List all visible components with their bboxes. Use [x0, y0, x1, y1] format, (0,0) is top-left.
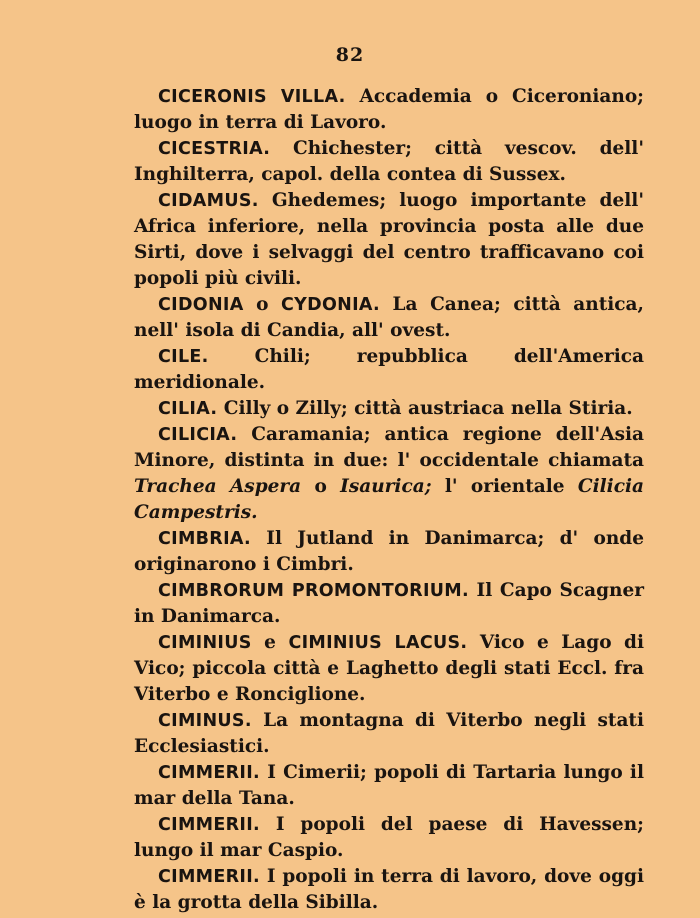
- entry: [134, 292, 644, 344]
- entry: [134, 188, 644, 292]
- entry: [134, 578, 644, 630]
- dictionary-entries: [134, 84, 644, 916]
- entry-head: CILE.: [158, 347, 209, 367]
- entry-separator: o: [243, 294, 281, 315]
- entry: [134, 136, 644, 188]
- entry-head: CIDONIA: [158, 295, 244, 315]
- entry: [134, 864, 644, 916]
- entry: [134, 630, 644, 708]
- entry-text: Cilly o Zilly; città austriaca nella Stiria.: [217, 398, 633, 419]
- entry-text: Il Capo Scagner in Danimarca.: [134, 580, 644, 627]
- entry-text: o: [301, 476, 341, 497]
- entry-italic: Isaurica;: [340, 476, 432, 497]
- entry: [134, 760, 644, 812]
- entry-head: CIMBRIA.: [158, 529, 252, 549]
- entry: [134, 396, 644, 422]
- entry-head: CIMMERII.: [158, 815, 260, 835]
- entry-text: Vico e Lago di Vico; piccola città e Laghetto degli stati Eccl. fra Viterbo e Ronciglione.: [134, 632, 645, 705]
- entry-text: La Canea; città antica, nell' isola di Candia, all' ovest.: [134, 294, 644, 341]
- entry-text: Ghedemes; luogo importante dell' Africa inferiore, nella provincia posta alle due Sirti, dove i selvaggi del centro trafficavano coi popoli più civili.: [134, 190, 644, 289]
- entry-italic: Cilicia Campestris.: [134, 476, 644, 523]
- entry-head: CIDAMUS.: [158, 191, 259, 211]
- entry-text: Caramania; antica regione dell'Asia Minore, distinta in due: l' occidentale chiamata: [134, 424, 644, 471]
- entry-head-alt: CYDONIA.: [281, 295, 380, 315]
- entry-head: CIMMERII.: [158, 763, 260, 783]
- entry-text: Chili; repubblica dell'America meridionale.: [134, 346, 644, 393]
- entry: [134, 526, 644, 578]
- entry-head: CILIA.: [158, 399, 218, 419]
- entry-text: I Cimerii; popoli di Tartaria lungo il mar della Tana.: [134, 762, 644, 809]
- entry-text: Accademia o Ciceroniano; luogo in terra di Lavoro.: [134, 86, 644, 133]
- entry-text: l' orientale: [431, 476, 578, 497]
- entry-head: CIMINIUS: [158, 633, 252, 653]
- entry-text: I popoli del paese di Havessen; lungo il mar Caspio.: [134, 814, 644, 861]
- entry-head-alt: CIMINIUS LACUS.: [288, 633, 468, 653]
- entry: [134, 422, 644, 526]
- entry-head: CICERONIS VILLA.: [158, 87, 346, 107]
- entry-head: CICESTRIA.: [158, 139, 271, 159]
- entry-text: Chichester; città vescov. dell' Inghilterra, capol. della contea di Sussex.: [134, 138, 644, 185]
- entry-text: Il Jutland in Danimarca; d' onde originarono i Cimbri.: [134, 528, 644, 575]
- entry: [134, 84, 644, 136]
- entry-head: CIMBRORUM PROMONTORIUM.: [158, 581, 469, 601]
- page-number: 82: [335, 44, 365, 66]
- entry-text: La montagna di Viterbo negli stati Ecclesiastici.: [134, 710, 644, 757]
- entry-separator: e: [251, 632, 289, 653]
- entry-head: CIMINUS.: [158, 711, 252, 731]
- entry: [134, 344, 644, 396]
- entry-italic: Trachea Aspera: [134, 476, 302, 497]
- entry: [134, 708, 644, 760]
- entry: [134, 812, 644, 864]
- entry-head: CIMMERII.: [158, 867, 260, 887]
- entry-text: I popoli in terra di lavoro, dove oggi è la grotta della Sibilla.: [134, 866, 644, 913]
- entry-head: CILICIA.: [158, 425, 238, 445]
